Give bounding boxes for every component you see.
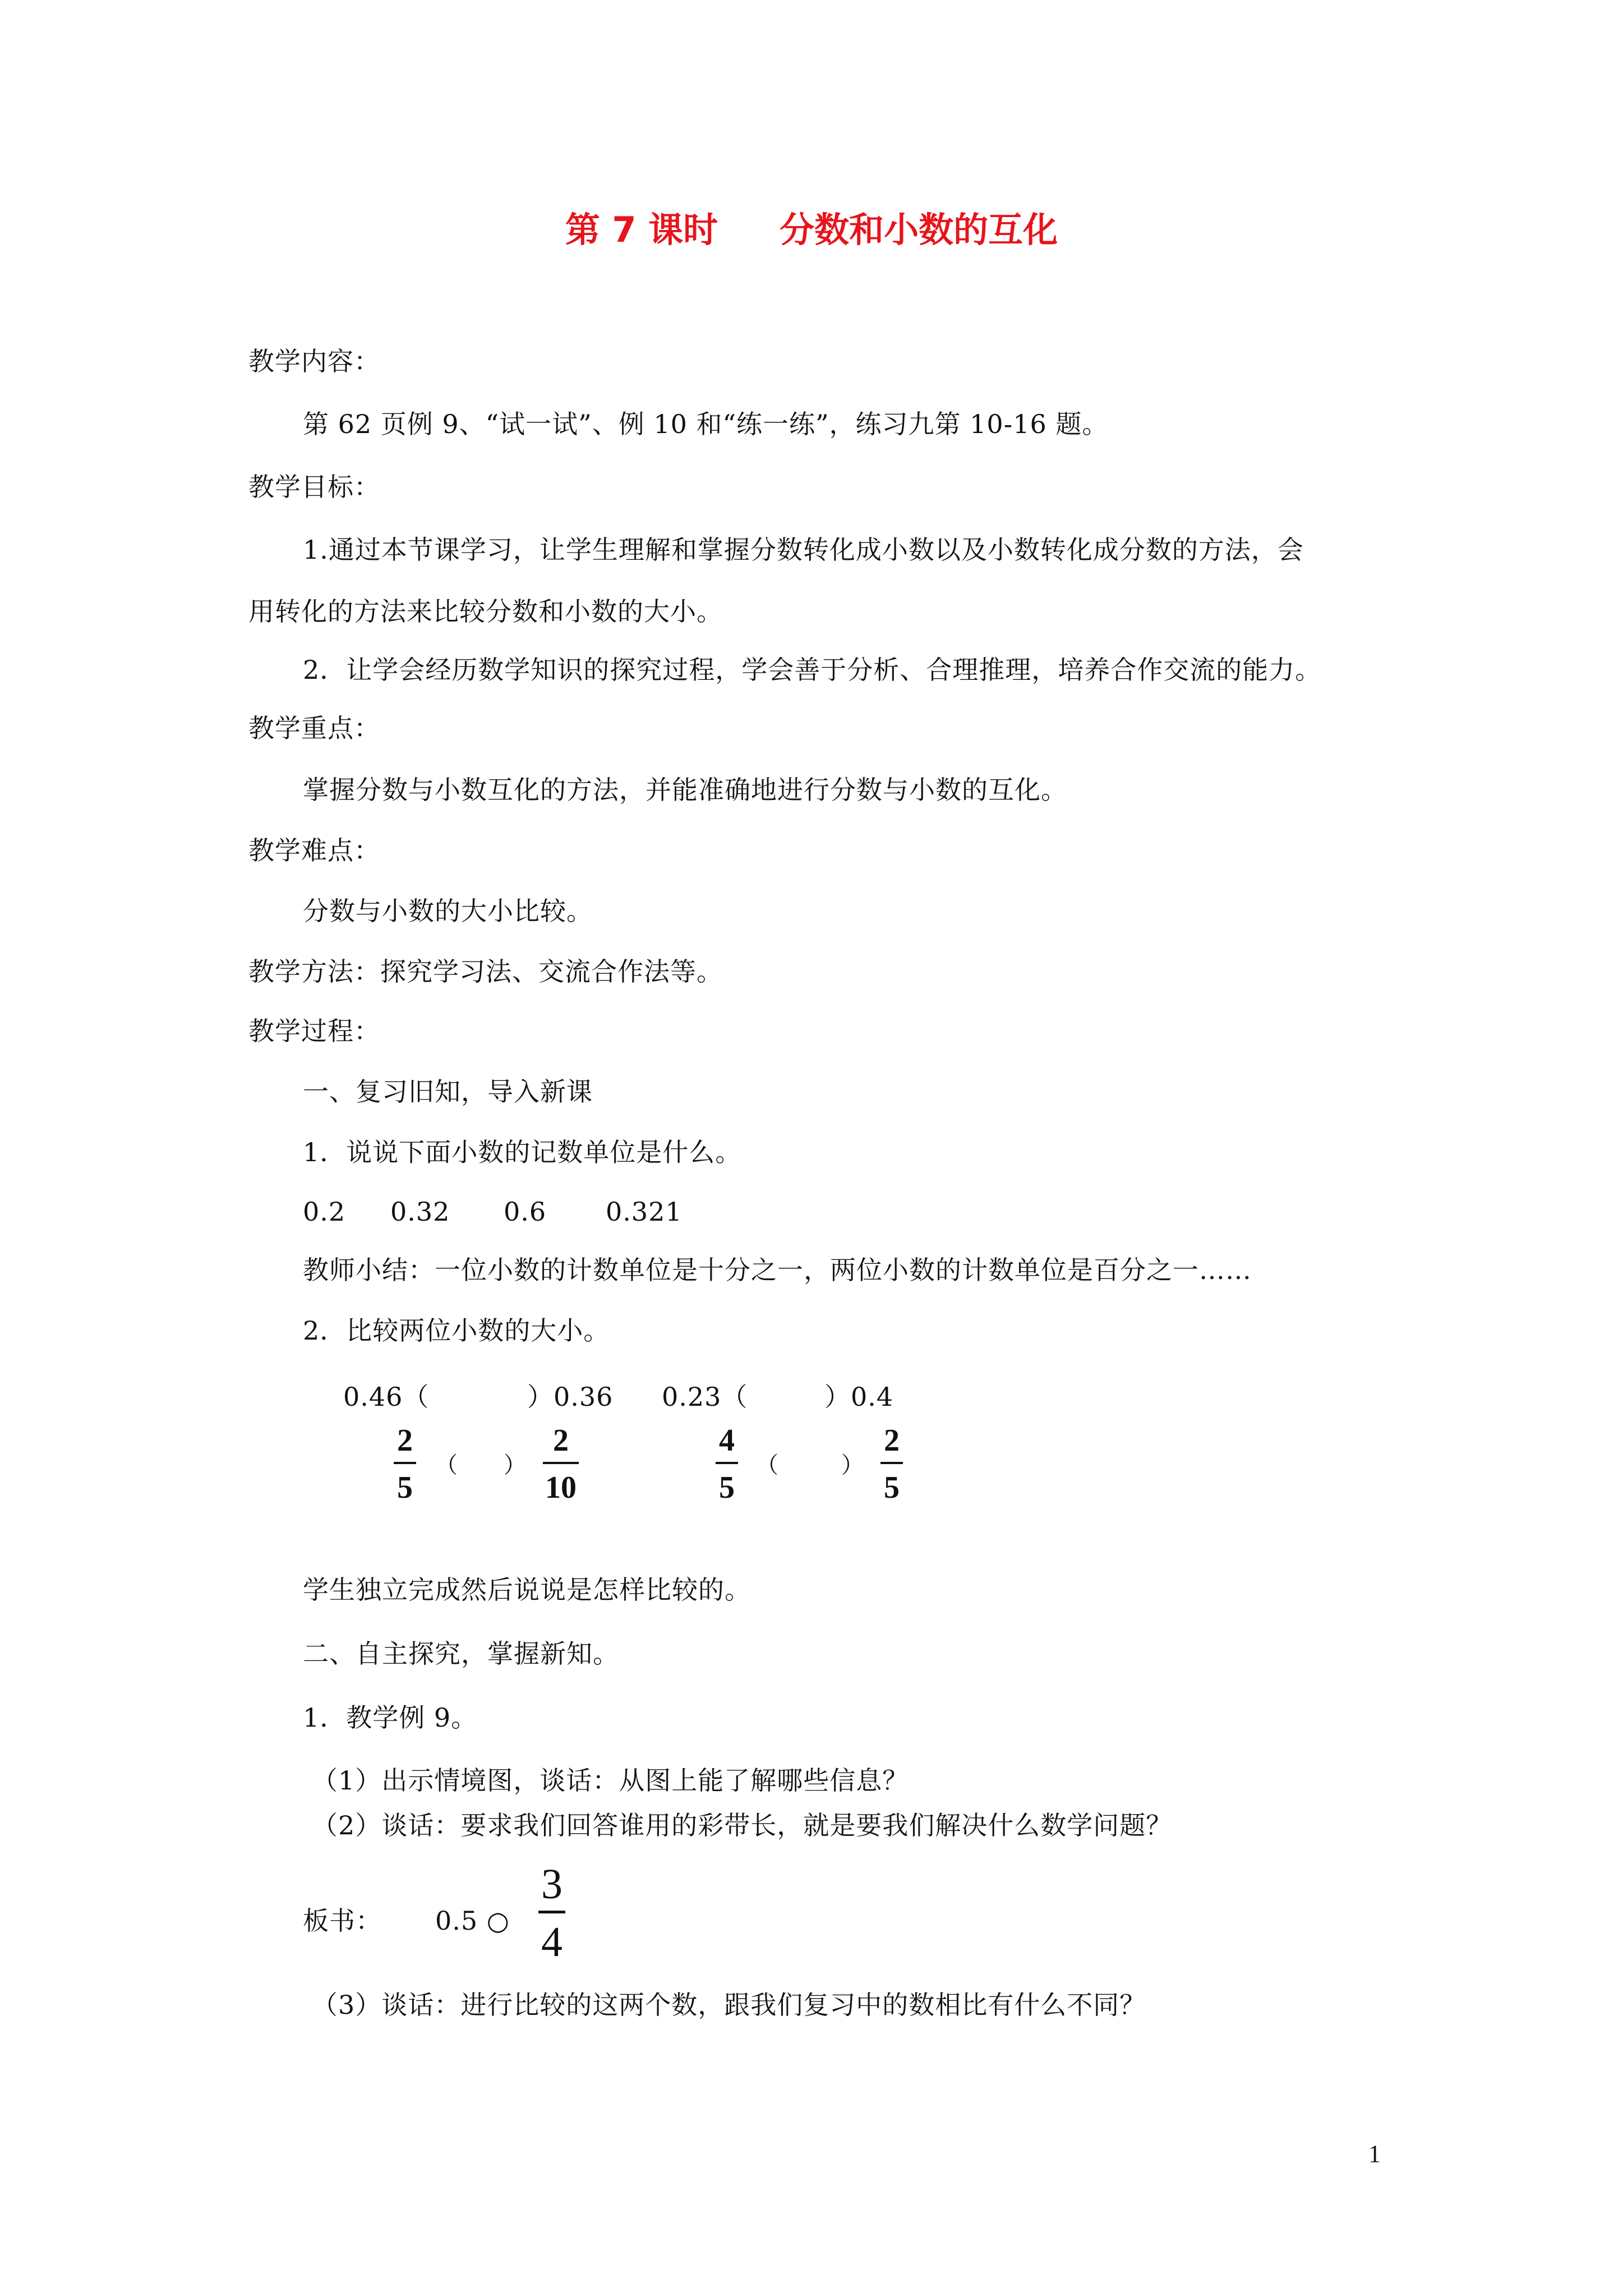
decimal-item: 0.2	[303, 1197, 346, 1227]
fraction-denominator: 10	[545, 1470, 577, 1505]
fraction-bar	[543, 1462, 579, 1464]
explore-item-1: 1．教学例 9。	[303, 1703, 478, 1733]
board-fraction	[538, 1861, 565, 1965]
review-question-1: 1．说说下面小数的记数单位是什么。	[303, 1137, 742, 1167]
process-label: 教学过程：	[248, 1016, 380, 1046]
fraction-2-5	[394, 1423, 416, 1506]
compare-1-left: 0.46（	[343, 1382, 430, 1412]
decimal-item: 0.6	[504, 1197, 547, 1227]
explore-step-1: （1）出示情境图，谈话：从图上能了解哪些信息？	[312, 1765, 909, 1796]
goal1-line2: 用转化的方法来比较分数和小数的大小。	[248, 596, 723, 627]
goal2-text: 2．让学会经历数学知识的探究过程，学会善于分析、合理推理，培养合作交流的能力。	[303, 655, 1322, 685]
open-paren: （	[756, 1452, 778, 1478]
goal1-line1: 1.通过本节课学习，让学生理解和掌握分数转化成小数以及小数转化成分数的方法，会	[303, 535, 1304, 565]
fraction-denominator: 5	[884, 1470, 900, 1505]
fraction-2-5-b	[880, 1423, 903, 1506]
fraction-bar	[880, 1462, 903, 1464]
fraction-numerator: 2	[397, 1423, 413, 1458]
difficulty-label: 教学难点：	[248, 835, 380, 866]
close-paren: ）	[504, 1452, 526, 1478]
fraction-denominator: 4	[541, 1918, 562, 1966]
lesson-topic: 分数和小数的互化	[780, 209, 1058, 250]
compare-1-right: ）0.36	[527, 1382, 614, 1412]
content-text: 第 62 页例 9、“试一试”、例 10 和“练一练”，练习九第 10-16 题。	[303, 409, 1109, 439]
fraction-denominator: 5	[397, 1470, 413, 1505]
page-number: 1	[1368, 2140, 1381, 2168]
fraction-2-10	[543, 1423, 579, 1506]
review-heading: 一、复习旧知，导入新课	[303, 1076, 593, 1107]
review-question-2: 2．比较两位小数的大小。	[303, 1315, 610, 1346]
lesson-number: 第 7 课时	[565, 209, 718, 250]
fraction-numerator: 3	[541, 1861, 562, 1908]
compare-2-right: ）0.4	[824, 1382, 894, 1412]
decimal-item: 0.32	[390, 1197, 450, 1227]
fraction-4-5	[716, 1423, 738, 1506]
fraction-denominator: 5	[719, 1470, 735, 1505]
open-paren: （	[435, 1452, 458, 1478]
fraction-numerator: 4	[719, 1423, 735, 1458]
decimal-item: 0.321	[606, 1197, 683, 1227]
explore-step-3: （3）谈话：进行比较的这两个数，跟我们复习中的数相比有什么不同？	[312, 1990, 1146, 2020]
fraction-bar	[538, 1911, 565, 1913]
fraction-numerator: 2	[884, 1423, 900, 1458]
fraction-bar	[716, 1462, 738, 1464]
board-label: 板书：	[303, 1906, 382, 1936]
page-title	[0, 208, 1623, 252]
close-paren: ）	[841, 1452, 864, 1478]
fraction-numerator: 2	[553, 1423, 569, 1458]
board-expression: 0.5 ○	[435, 1906, 510, 1936]
student-note: 学生独立完成然后说说是怎样比较的。	[303, 1575, 751, 1605]
content-label: 教学内容：	[248, 346, 380, 376]
key-text: 掌握分数与小数互化的方法，并能准确地进行分数与小数的互化。	[303, 775, 1067, 805]
goals-label: 教学目标：	[248, 472, 380, 502]
explore-step-2: （2）谈话：要求我们回答谁用的彩带长，就是要我们解决什么数学问题？	[312, 1810, 1173, 1841]
compare-2-left: 0.23（	[662, 1382, 748, 1412]
key-label: 教学重点：	[248, 713, 380, 743]
difficulty-text: 分数与小数的大小比较。	[303, 896, 593, 926]
explore-heading: 二、自主探究，掌握新知。	[303, 1639, 619, 1669]
method-text: 教学方法：探究学习法、交流合作法等。	[248, 956, 723, 987]
teacher-summary: 教师小结：一位小数的计数单位是十分之一，两位小数的计数单位是百分之一……	[303, 1255, 1252, 1285]
fraction-bar	[394, 1462, 416, 1464]
